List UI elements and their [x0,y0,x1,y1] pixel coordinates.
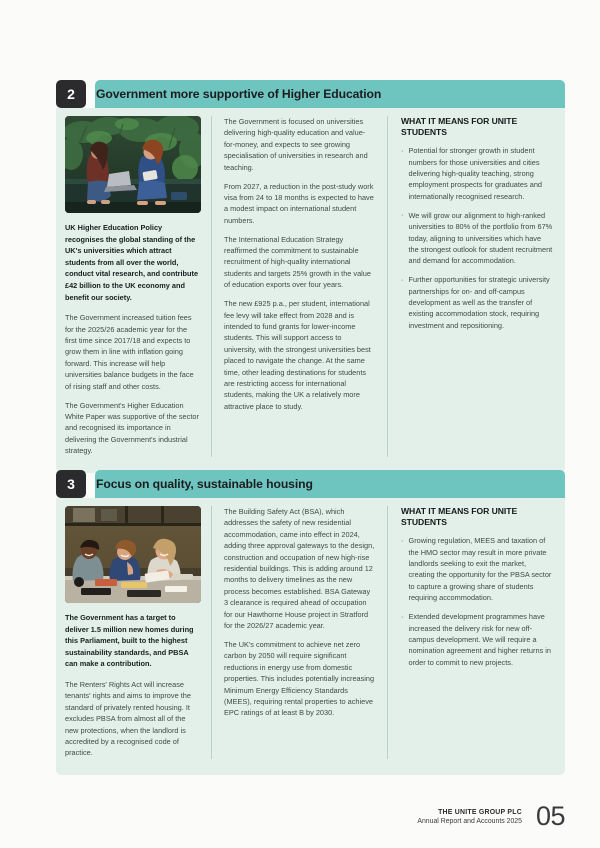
bullet-icon: · [401,274,404,284]
section-number-badge: 2 [56,80,86,108]
bullet-icon: · [401,145,404,155]
section-body [56,108,565,473]
bullet-icon: · [401,535,404,545]
section-quality-sustainable-housing [56,470,565,775]
body-paragraph: The Government is focused on universities delivering high-quality education and value-for-money, and expects to see growing specialisation of universities in research and teaching. [224,117,368,172]
what-it-means-list [401,535,553,668]
section-column-overview [56,506,211,759]
section-title: Government more supportive of Higher Education [96,87,382,101]
page-number: 05 [535,801,565,831]
list-item-text: Extended development programmes have increased the delivery risk for new off-campus development. We will require a nomination agreement and higher returns in order to commit to new projects. [408,612,551,667]
students-studying-photo [65,506,201,603]
section-title: Focus on quality, sustainable housing [96,477,313,491]
body-paragraph: From 2027, a reduction in the post-study work visa from 24 to 18 months is expected to have a modest impact on international student numbers. [224,181,374,225]
section-lead-paragraph: The Government has a target to deliver 1.5 million new homes during this Parliament, built to the highest sustainability standards, and PBSA can make a contribution. [65,613,194,669]
section-column-overview [56,116,211,457]
list-item-text: Further opportunities for strategic university partnerships for on- and off-campus development as well as the transfer of existing accommodation stock, requiring investment and repositioning. [408,275,550,330]
list-item [401,611,553,668]
section-column-detail [211,116,387,457]
section-column-detail [211,506,387,759]
list-item-text: Growing regulation, MEES and taxation of the HMO sector may result in more private landlords seeking to exit the market, creating the opportunity for the PBSA sector to capture a growing share of students requiring accommodation. [408,536,552,603]
section-header [56,470,565,498]
what-it-means-heading: WHAT IT MEANS FOR UNITE STUDENTS [401,506,518,527]
section-body [56,498,565,775]
body-paragraph: The Government's Higher Education White Paper was supportive of the sector and recognised its importance in delivering the Government's industrial strategy. [65,400,199,456]
body-paragraph: The new £925 p.a., per student, international fee levy will take effect from 2028 and is intended to fund grants for lower-income students. This will support access to university, with the strongest universities best placed to navigate the change. At the same time, other leading destinations for students are restricting access for international students, making the UK a relatively more attractive place to study. [224,299,371,411]
section-column-what-it-means [387,116,565,457]
section-header [56,80,565,108]
body-paragraph: The Building Safety Act (BSA), which addresses the safety of new residential accommodation, came into effect in 2024, adding three approval gateways to the design, construction and occupation of new high-rise residential buildings. This is adding around 12 months to delivery timelines as the new process becomes established. BSA Gateway 3 clearance is required ahead of occupation for our Hawthorne House project in Stratford for the 2026/27 academic year. [224,507,375,631]
section-lead-paragraph: UK Higher Education Policy recognises the global standing of the UK's universities which attract students from all over the world, conduct vital research, and contribute £42 billion to the UK economy and benefit our society. [65,223,199,302]
section-column-what-it-means [387,506,565,759]
students-on-bench-photo [65,116,201,213]
list-item [401,535,553,603]
list-item-text: We will grow our alignment to high-ranked universities to 80% of the portfolio from 67% today, aligning to universities which have the strongest outlook for student recruitment and demand for accommodation. [408,210,553,266]
footer-text-block [417,808,522,830]
body-paragraph: The Government increased tuition fees for the 2025/26 academic year for the first time since 2017/18 and expects to grow them in line with inflation going forward. This increase will help universities balance budgets in the face of rising staff and other costs. [65,313,194,391]
footer-company-name: THE UNITE GROUP PLC [438,808,522,816]
page-footer [417,803,565,830]
list-item [401,274,553,331]
what-it-means-heading: WHAT IT MEANS FOR UNITE STUDENTS [401,116,518,137]
bullet-icon: · [401,611,404,621]
body-paragraph: The International Education Strategy reaffirmed the commitment to sustainable recruitment of high-quality international students and targets 25% growth in the value of education exports over four years. [224,234,371,290]
list-item-text: Potential for stronger growth in student numbers for those universities and cities delivering high-quality teaching, strong employment prospects for graduates and internationally recognised research. [408,146,542,201]
section-number-badge: 3 [56,470,86,498]
footer-report-name: Annual Report and Accounts 2025 [417,818,522,826]
body-paragraph: The Renters' Rights Act will increase tenants' rights and aims to improve the standard of privately rented housing. It excludes PBSA from almost all of the new protections, when the landlord is accredited by a recognised code of practice. [65,679,191,758]
what-it-means-list [401,145,553,331]
bullet-icon: · [401,210,404,220]
section-government-higher-education [56,80,565,473]
list-item [401,210,553,267]
list-item [401,145,553,202]
body-paragraph: The UK's commitment to achieve net zero carbon by 2050 will require significant reductions in energy use from domestic properties. This includes potentially increasing Minimum Energy Efficiency Standards (MEES), requiring rental properties to achieve EPC ratings of at least B by 2030. [224,639,375,718]
